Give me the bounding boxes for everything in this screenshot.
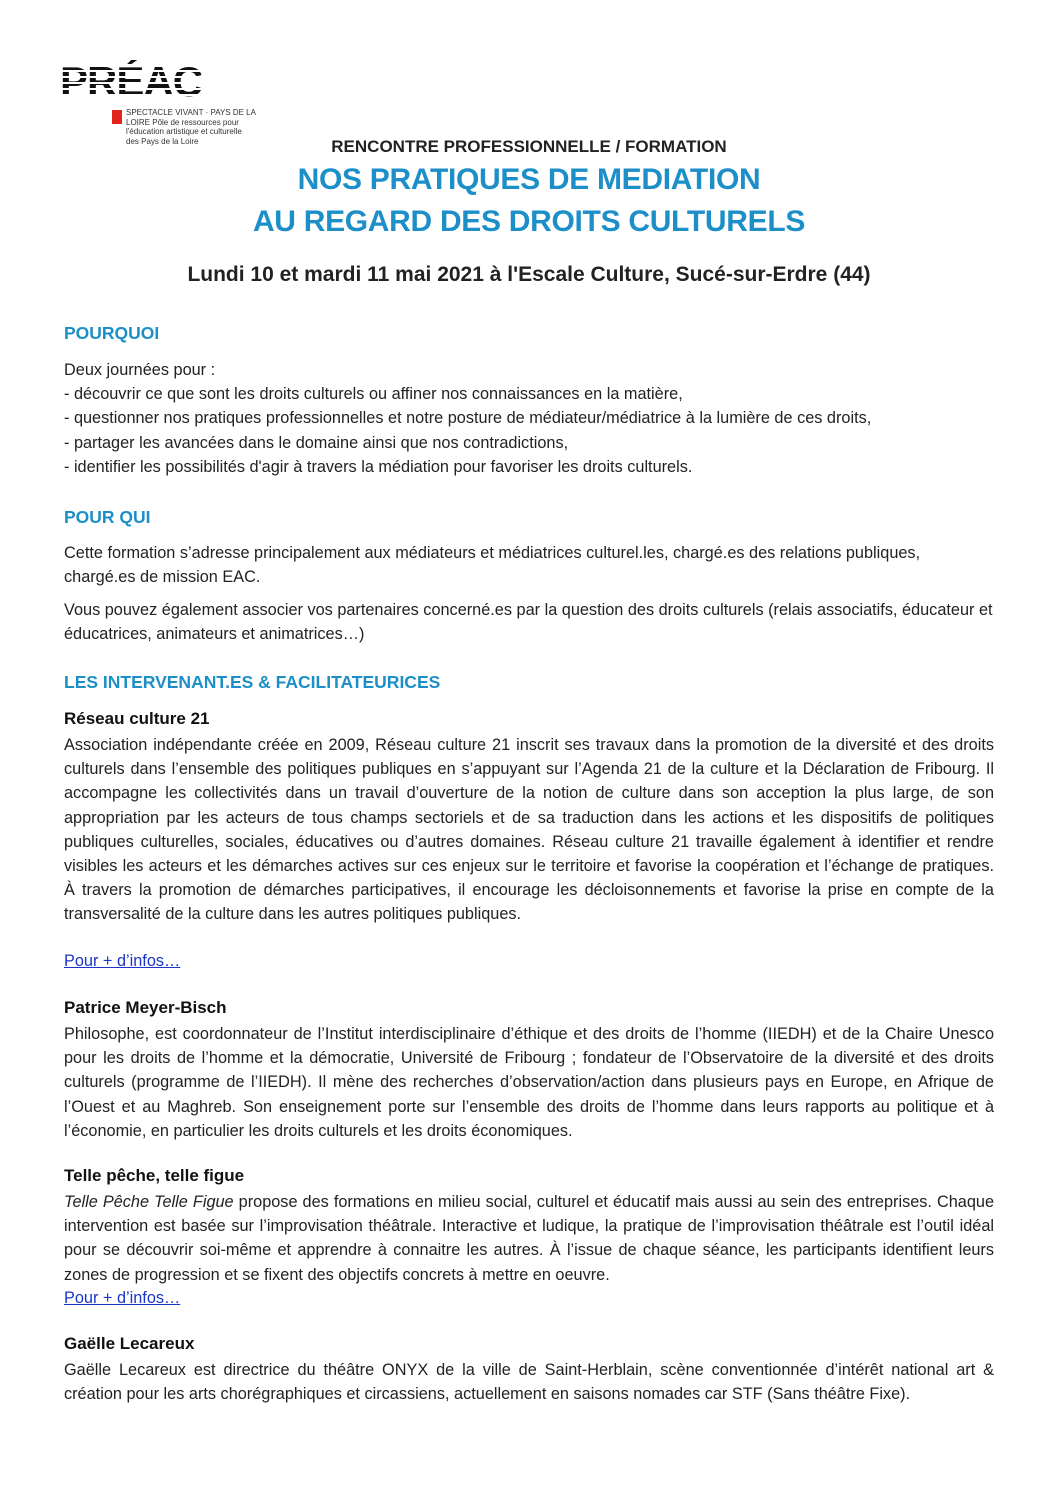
more-info-link-telle[interactable]: Pour + d’infos… [64, 1289, 181, 1307]
speaker-name-gaelle: Gaëlle Lecareux [64, 1334, 195, 1353]
logo-tagline: SPECTACLE VIVANT · PAYS DE LA LOIRE Pôle de ressources pour l'éducation artistique et culturelle des Pays de la Loire [126, 108, 256, 146]
title-line-2: AU REGARD DES DROITS CULTURELS [252, 205, 806, 238]
logo-wordmark: PRÉAC [60, 58, 203, 105]
list-item: - découvrir ce que sont les droits culturels ou affiner nos connaissances en la matière, [64, 385, 683, 404]
heading-pour-qui: POUR QUI [64, 507, 151, 527]
speaker-bio-gaelle: Gaëlle Lecareux est directrice du théâtre ONYX de la ville de Saint-Herblain, scène conventionnée d’intérêt national art & création pour les arts chorégraphiques et circassiens, actuellement en saisons nomades car STF (Sans théâtre Fixe). [64, 1361, 994, 1404]
list-item: - questionner nos pratiques professionnelles et notre posture de médiateur/médiatrice à la lumière de ces droits, [64, 409, 872, 428]
title-line-1: NOS PRATIQUES DE MEDIATION [297, 163, 761, 196]
speaker-name-telle: Telle pêche, telle figue [64, 1166, 245, 1185]
speaker-bio-meyer: Philosophe, est coordonnateur de l’Institut interdisciplinaire d’éthique et des droits de l’homme (IIEDH) et de la Chaire Unesco pour les droits de l’homme et la démocratie, Université de Fribourg ; fondateur de l’Observatoire de la diversité et des droits culturels (programme de l’IIEDH). Il mène des recherches d’observation/action dans plusieurs pays en Europe, en Afrique de l’Ouest et au Maghreb. Son enseignement porte sur l’ensemble des droits de l’homme dans leurs rapports au politique et à l’économie, en particulier les droits culturels et les droits économiques. [64, 1025, 994, 1140]
telle-bio-text: propose des formations en milieu social, culturel et éducatif mais aussi au sein des entreprises. Chaque intervention est basée sur l’improvisation théâtrale. Interactive et ludique, la pratique de l’improvisation théâtrale est l’outil idéal pour se découvrir soi-même et apprendre à connaitre les autres. À l’issue de chaque séance, les participants identifient leurs zones de progression et se fixent des objectifs concrets à mettre en oeuvre. [64, 1193, 994, 1284]
heading-intervenants: LES INTERVENANT.ES & FACILITATEURICES [64, 672, 441, 692]
event-kicker: RENCONTRE PROFESSIONNELLE / FORMATION [331, 137, 727, 156]
pourquoi-intro: Deux journées pour : [64, 361, 216, 379]
list-item: - partager les avancées dans le domaine ainsi que nos contradictions, [64, 433, 569, 452]
more-info-link-reseau[interactable]: Pour + d’infos… [64, 952, 181, 970]
speaker-name-meyer: Patrice Meyer-Bisch [64, 998, 227, 1017]
list-item: - identifier les possibilités d'agir à travers la médiation pour favoriser les droits culturels. [64, 457, 693, 476]
pour-qui-para-2: Vous pouvez également associer vos partenaires concerné.es par la question des droits culturels (relais associatifs, éducateur et éducatrices, animateurs et animatrices…) [64, 601, 993, 644]
speaker-bio-reseau: Association indépendante créée en 2009, Réseau culture 21 inscrit ses travaux dans la promotion de la diversité et des droits culturels dans l’ensemble des politiques publiques en s’appuyant sur l’Agenda 21 de la culture et la Déclaration de Fribourg. Il accompagne les collectivités dans un travail d’ouverture de la notion de culture dans son acception la plus large, de son appropriation par les acteurs de tous champs sectoriels et de sa traduction dans les actions et les dispositifs de politiques publiques culturelles, sociales, éducatives ou d’autres domaines. Réseau culture 21 travaille également à identifier et rendre visibles les acteurs et les démarches actives sur ces enjeux sur le territoire et favorise la coopération et l’échange de pratiques. À travers la promotion de démarches participatives, il encourage les décloisonnements et favorise la prise en compte de la transversalité de la culture dans les autres politiques publiques. [64, 736, 994, 924]
speaker-bio-telle [64, 1190, 994, 1287]
event-date: Lundi 10 et mardi 11 mai 2021 à l'Escale Culture, Sucé-sur-Erdre (44) [187, 263, 871, 286]
telle-italic-name: Telle Pêche Telle Figue [64, 1193, 234, 1211]
pour-qui-para-1: Cette formation s’adresse principalement aux médiateurs et médiatrices culturel.les, chargé.es des relations publiques, chargé.es de mission EAC. [64, 544, 921, 587]
logo-red-mark [112, 110, 122, 124]
pourquoi-list [64, 358, 994, 479]
heading-pourquoi: POURQUOI [64, 323, 160, 343]
speaker-name-reseau: Réseau culture 21 [64, 709, 210, 728]
preac-logo [60, 58, 256, 146]
